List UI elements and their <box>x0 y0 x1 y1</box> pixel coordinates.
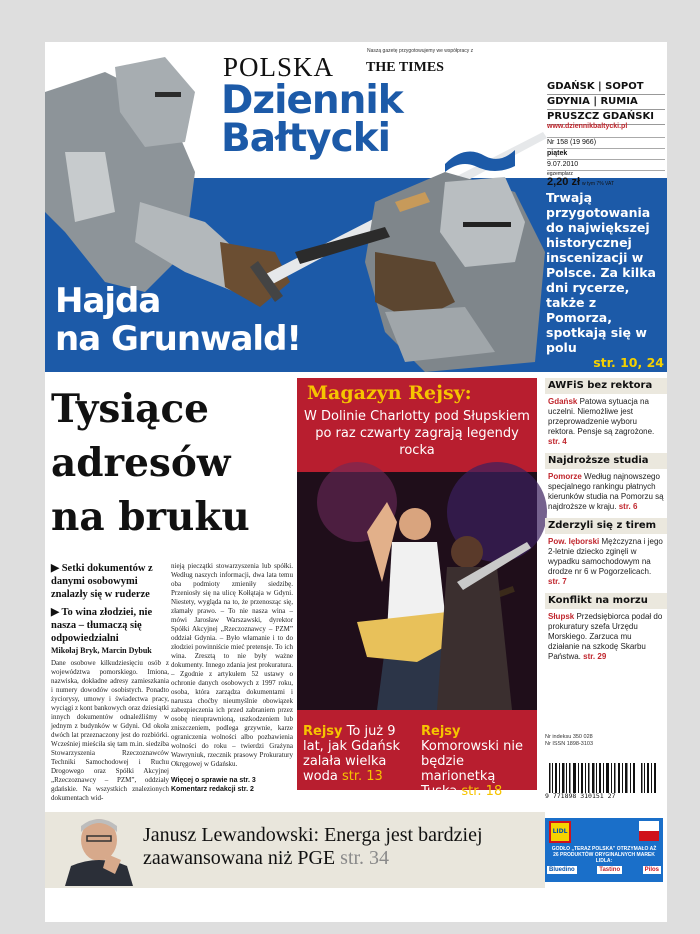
barcode-icon <box>545 760 663 796</box>
issue-date: 9.07.2010 <box>547 159 665 170</box>
bottom-teaser[interactable] <box>143 824 545 870</box>
price: 2,20 zł <box>547 176 581 188</box>
lead-more-1[interactable]: Więcej o sprawie na str. 3 <box>171 777 256 784</box>
region-1: GDAŃSK | SOPOT <box>547 80 665 95</box>
newspaper-title <box>221 78 403 161</box>
title-line-1: Dziennik <box>221 78 403 123</box>
logo-wave-icon <box>445 144 515 172</box>
region-2: GDYNIA | RUMIA <box>547 95 665 110</box>
lead-bullet-1: ▶ Setki dokumentów z danymi osobowymi znalazły się w ruderze <box>51 563 153 600</box>
ad-product: Tastino <box>599 867 621 873</box>
lead-body-col-1: Dane osobowe kilkudziesięciu osób z województwa pomorskiego. Imiona, nazwiska, dokładne adresy zamieszkania i numery dowodów osobistych. Ponadto życiorysy, umowy i świadectwa pracy, wyciągi z kont bankowych oraz dziesiątki innych dokumentów odnaleźliśmy w jednym z budynków w Gdyni. Od okoła dwóch lat przeznaczony jest do rozbiórki. Wcześniej mieściła się tam m.in. siedziba Stowarzyszenia Rzeczoznawców Techniki Samochodowej i Ruchu Drogowego oraz Spółki Akcyjnej „Rzeczoznawcy – PZM”, oddziały gdańskie. Na wszystkich znalezionych dokumentach wid- <box>51 659 169 802</box>
lead-body-col-2: nieją pieczątki stowarzyszenia lub spółki. Według naszych informacji, dwa lata temu oba podmioty zmieniły siedzibę. Przeniosły się na ulicę Kołłątaja w Gdyni. Niestety, wygląda na to, że przenosząc się, złamały prawo. – To nie nasza wina – mówi Jarosław Warszawski, dyrektor Spółki Akcyjnej „Rzeczoznawcy – PZM” oddział Gdynia. – Było włamanie i to do złodziei powinniście mieć pretensje. To ich wina. Zresztą to nie były ważne dokumenty. Innego zdania jest prokuratura. – Zgodnie z artykułem 52 ustawy o ochronie danych osobowych z 1997 roku, osoba, która zarządza dokumentami i narusza choćby nieumyślnie obowiązek zabezpieczenia ich przed zabraniem przez osobę nieuprawnioną, uszkodzeniem lub zniszczeniem, podlega grzywnie, karze ograniczenia wolności albo pozbawienia wolności do roku – twierdzi Grażyna Wawryniuk, rzecznik prasowy Prokuratury Okręgowej w Gdańsku. <box>171 562 293 768</box>
concert-photo <box>297 472 537 710</box>
sidebar-story-title: Konflikt na morzu <box>545 593 667 609</box>
magazine-title: Magazyn Rejsy: <box>307 382 472 404</box>
lead-headline[interactable]: Tysiące adresów na bruku <box>51 386 250 540</box>
sidebar-story-body <box>545 534 667 593</box>
index-number: Nr indeksu 350 028 <box>545 734 593 740</box>
publication-codes <box>545 734 667 748</box>
lead-bullet-2: ▶ To wina złodziei, nie nasza – tłumaczą się odpowiedzialni <box>51 607 153 644</box>
hero-headline-line-2: na Grunwald! <box>55 319 301 359</box>
sidebar-story-text: Według najnowszego specjalnego rankingu płatnych kierunków studia na Pomorzu są najdroższe w kraju. <box>548 472 664 511</box>
lead-bullets <box>51 562 171 650</box>
magazine-box[interactable] <box>297 378 537 799</box>
teaser-1-text: To już 9 lat, jak Gdańsk zalała wielka woda <box>303 724 401 784</box>
sidebar-story-title: Najdroższe studia <box>545 453 667 469</box>
sidebar-story-place: Słupsk <box>548 612 575 621</box>
teaser-2-tag: Rejsy <box>421 724 461 739</box>
hero-headline-line-1: Hajda <box>55 281 161 321</box>
partner-note: Naszą gazetę przygotowujemy we współpracy z <box>367 48 474 54</box>
sidebar-story-1[interactable] <box>545 378 667 453</box>
ad-products <box>547 866 661 874</box>
sidebar-story-text: Przedsiębiorca podał do prokuratury szefa Urzędu Morskiego. Zarzuca mu działanie na szkodę Skarbu Państwa. <box>548 612 663 661</box>
teaser-1-ref: str. 13 <box>341 769 383 784</box>
polska-logo: POLSKA <box>223 52 335 82</box>
teaser-2[interactable] <box>421 724 535 799</box>
regions-list <box>547 80 665 125</box>
price-label: egzemplarz <box>547 170 665 177</box>
sidebar-story-place: Pow. lęborski <box>548 537 600 546</box>
bottom-teaser-text: Janusz Lewandowski: Energa jest bardziej zaawansowana niż PGE <box>143 824 483 869</box>
sidebar-story-ref: str. 7 <box>548 577 567 586</box>
sidebar-story-4[interactable] <box>545 593 667 668</box>
magazine-subtitle: W Dolinie Charlotty pod Słupskiem po raz czwarty zagrają legendy rocka <box>304 409 530 458</box>
newspaper-page <box>45 42 667 922</box>
sidebar-story-title: AWFiS bez rektora <box>545 378 667 394</box>
teaser-1[interactable] <box>303 724 417 784</box>
barcode-digits: 9 771898 310151 27 <box>545 792 616 800</box>
lidl-logo: LIDL <box>549 821 571 843</box>
sidebar-story-ref: str. 4 <box>548 437 567 446</box>
price-row <box>547 177 665 189</box>
lewandowski-portrait <box>55 814 137 886</box>
sidebar-story-title: Zderzyli się z tirem <box>545 518 667 534</box>
vat-note: w tym 7% VAT <box>581 181 615 187</box>
hero-side-body: Trwają przygotowania do największej historycznej inscenizacji w Polsce. Za kilka dni rycerze, także z Pomorza, spotkają się w polu <box>546 190 656 355</box>
news-sidebar <box>545 378 667 668</box>
teaser-1-tag: Rejsy <box>303 724 343 739</box>
teaser-2-ref: str. 18 <box>461 784 503 799</box>
sidebar-story-text: Mężczyzna i jego 2-letnie dziecko zginęli w wypadku samochodowym na drodze nr 6 w Pogorzelicach. <box>548 537 663 576</box>
issue-number: Nr 158 (19 966) <box>547 137 665 148</box>
times-logo: THE TIMES <box>366 60 444 75</box>
sidebar-story-place: Gdańsk <box>548 397 578 406</box>
lead-authors: Mikołaj Bryk, Marcin Dybuk <box>51 646 152 655</box>
hero-side-text[interactable] <box>546 190 664 370</box>
teaser-2-text: Komorowski nie będzie marionetką Tuska <box>421 739 523 799</box>
issn-number: Nr ISSN 1898-3103 <box>545 741 593 747</box>
sidebar-story-body <box>545 394 667 453</box>
region-3: PRUSZCZ GDAŃSKI <box>547 110 665 125</box>
ad-product: Pilos <box>644 867 659 873</box>
teraz-polska-icon <box>639 821 659 841</box>
sidebar-story-ref: str. 6 <box>618 502 638 511</box>
sidebar-story-place: Pomorze <box>548 472 582 481</box>
title-line-2: Bałtycki <box>221 116 391 161</box>
lead-more <box>171 776 293 794</box>
issue-info <box>547 137 665 189</box>
bottom-teaser-ref: str. 34 <box>340 847 390 869</box>
ad-text: GODŁO „TERAZ POLSKA” OTRZYMAŁO AŻ 26 PRODUKTÓW ORYGINALNYCH MAREK LIDLA: <box>551 846 657 864</box>
sidebar-story-text: Patowa sytuacja na uczelni. Niemożliwe jest przeprowadzenie wyboru rektora. Pensje są zagrożone. <box>548 397 655 436</box>
website-link[interactable]: www.dziennikbaltycki.pl <box>547 123 628 130</box>
hero-side-ref: str. 10, 24 <box>593 355 664 370</box>
issue-day: piątek <box>547 148 665 159</box>
sidebar-story-body <box>545 609 667 668</box>
sidebar-story-3[interactable] <box>545 518 667 593</box>
sidebar-story-ref: str. 29 <box>583 652 607 661</box>
sidebar-story-2[interactable] <box>545 453 667 518</box>
ad-product: Bluedino <box>549 867 575 873</box>
sidebar-story-body <box>545 469 667 518</box>
lead-more-2[interactable]: Komentarz redakcji str. 2 <box>171 786 254 793</box>
lidl-ad[interactable] <box>545 818 663 882</box>
hero-headline[interactable] <box>55 282 301 358</box>
